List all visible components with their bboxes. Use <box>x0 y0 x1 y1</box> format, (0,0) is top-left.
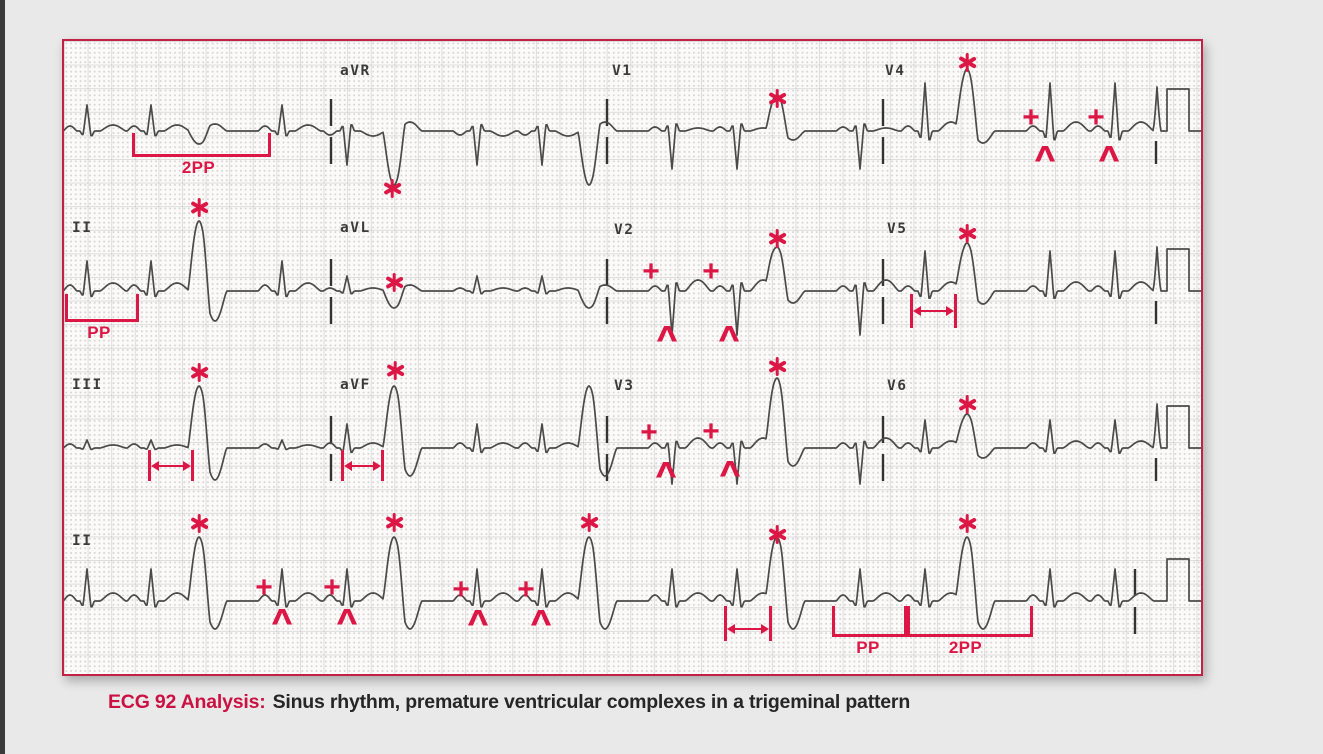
interval-bracket <box>65 294 139 322</box>
arrow-part <box>769 606 772 641</box>
ecg-figure-panel <box>62 39 1203 676</box>
arrow-part <box>918 310 949 313</box>
arrow-part <box>954 294 957 328</box>
p-wave-plus-marker: + <box>702 414 720 448</box>
pvc-asterisk-marker <box>190 514 209 533</box>
narrow-qrs-caret-marker: Λ <box>467 606 489 631</box>
lead-label-II: II <box>72 533 93 549</box>
lead-label-V1: V1 <box>612 63 633 79</box>
interval-bracket <box>132 133 271 157</box>
pvc-asterisk-marker <box>768 357 787 376</box>
interval-bracket <box>904 606 1033 637</box>
interval-bracket-label: 2PP <box>181 158 216 177</box>
arrow-part <box>344 461 352 471</box>
p-wave-plus-marker: + <box>702 254 720 288</box>
lead-label-V2: V2 <box>614 222 635 238</box>
pvc-asterisk-marker <box>958 224 977 243</box>
arrow-part <box>191 450 194 481</box>
narrow-qrs-caret-marker: Λ <box>1098 142 1120 167</box>
interval-double-arrow <box>910 294 957 328</box>
arrow-part <box>913 306 921 316</box>
figure-caption <box>108 691 910 714</box>
narrow-qrs-caret-marker: Λ <box>718 322 740 347</box>
pvc-asterisk-marker <box>768 525 787 544</box>
pvc-asterisk-marker <box>190 363 209 382</box>
interval-double-arrow <box>724 606 772 641</box>
narrow-qrs-caret-marker: Λ <box>719 457 741 482</box>
pvc-asterisk-marker <box>958 395 977 414</box>
arrow-part <box>373 461 381 471</box>
annotation-layer <box>64 41 1201 674</box>
narrow-qrs-caret-marker: Λ <box>271 605 293 630</box>
p-wave-plus-marker: + <box>642 254 660 288</box>
interval-bracket-label: PP <box>856 638 880 657</box>
lead-label-aVL: aVL <box>340 220 371 236</box>
pvc-asterisk-marker <box>383 179 402 198</box>
arrow-part <box>732 628 764 631</box>
lead-label-aVR: aVR <box>340 63 371 79</box>
arrow-part <box>727 624 735 634</box>
interval-double-arrow <box>148 450 194 481</box>
lead-label-V3: V3 <box>614 378 635 394</box>
narrow-qrs-caret-marker: Λ <box>336 605 358 630</box>
pvc-asterisk-marker <box>768 229 787 248</box>
narrow-qrs-caret-marker: Λ <box>655 458 677 483</box>
lead-label-III: III <box>72 377 103 393</box>
lead-label-II: II <box>72 220 93 236</box>
pvc-asterisk-marker <box>580 513 599 532</box>
pvc-asterisk-marker <box>386 361 405 380</box>
interval-bracket-label: 2PP <box>948 638 983 657</box>
pvc-asterisk-marker <box>768 89 787 108</box>
caption-text: Sinus rhythm, premature ventricular complexes in a trigeminal pattern <box>272 691 911 713</box>
p-wave-plus-marker: + <box>517 572 535 606</box>
page-left-edge <box>0 0 5 754</box>
narrow-qrs-caret-marker: Λ <box>530 606 552 631</box>
arrow-part <box>151 461 159 471</box>
arrow-part <box>349 465 376 468</box>
interval-bracket-label: PP <box>87 323 111 342</box>
interval-bracket <box>832 606 910 637</box>
arrow-part <box>156 465 186 468</box>
p-wave-plus-marker: + <box>323 570 341 604</box>
pvc-asterisk-marker <box>190 198 209 217</box>
pvc-asterisk-marker <box>958 53 977 72</box>
arrow-part <box>946 306 954 316</box>
lead-label-V5: V5 <box>887 221 908 237</box>
p-wave-plus-marker: + <box>1022 100 1040 134</box>
interval-double-arrow <box>341 450 384 481</box>
lead-label-aVF: aVF <box>340 377 371 393</box>
lead-label-V4: V4 <box>885 63 906 79</box>
p-wave-plus-marker: + <box>640 415 658 449</box>
arrow-part <box>761 624 769 634</box>
p-wave-plus-marker: + <box>255 570 273 604</box>
pvc-asterisk-marker <box>958 514 977 533</box>
p-wave-plus-marker: + <box>1087 100 1105 134</box>
pvc-asterisk-marker <box>385 513 404 532</box>
pvc-asterisk-marker <box>385 273 404 292</box>
p-wave-plus-marker: + <box>452 572 470 606</box>
lead-label-V6: V6 <box>887 378 908 394</box>
caption-label: ECG 92 Analysis: <box>108 691 266 713</box>
arrow-part <box>381 450 384 481</box>
arrow-part <box>183 461 191 471</box>
narrow-qrs-caret-marker: Λ <box>656 322 678 347</box>
narrow-qrs-caret-marker: Λ <box>1034 142 1056 167</box>
ecg-grid-paper <box>64 41 1201 674</box>
